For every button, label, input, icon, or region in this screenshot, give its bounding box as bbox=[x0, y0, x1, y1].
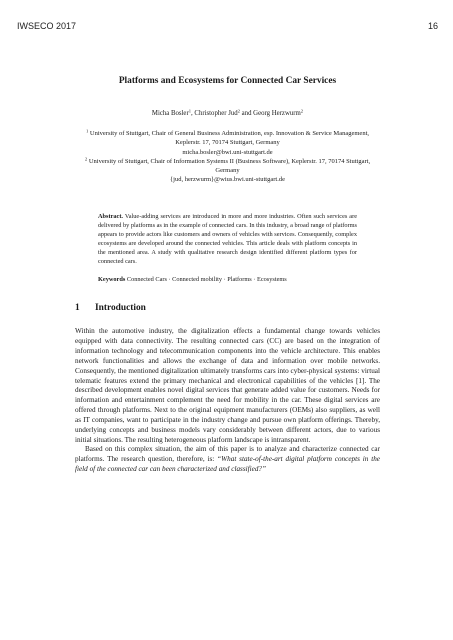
section-title-text: Introduction bbox=[95, 303, 146, 314]
page-number: 16 bbox=[427, 21, 438, 31]
affiliation-text: University of Stuttgart, Chair of General Business Administration, esp. Innovation & Service Management, Keplerstr. 17, 70174 Stuttgart, Germany bbox=[89, 130, 369, 147]
body-text bbox=[75, 327, 380, 475]
keywords-label: Keywords bbox=[98, 276, 126, 284]
affiliations bbox=[75, 129, 380, 185]
author-separator: and bbox=[239, 110, 254, 117]
abstract-text: Value-adding services are introduced in more and more industries. Often such services are delivered by platforms as in the example of connected cars. In this industry, a broad range of platforms appears to provide actors like customers and owners of vehicles with services. Consequently, complex ecosystems are developed around the connected vehicles. This article deals with platform concepts in the mentioned area. A study with qualitative research design identified different platform types for connected cars. bbox=[98, 212, 357, 266]
email-text: micha.bosler@bwi.uni-stuttgart.de bbox=[182, 148, 273, 156]
paper-page bbox=[75, 76, 380, 475]
author-name: Georg Herzwurm bbox=[253, 110, 301, 117]
affiliation-text: University of Stuttgart, Chair of Information Systems II (Business Software), Keplerstr. 17, 70174 Stuttgart, Germany bbox=[88, 157, 371, 175]
affiliation bbox=[75, 129, 380, 148]
paragraph-text: Based on this complex situation, the aim of this paper is to analyze and characterize connected car platforms. The research question, therefore, is: bbox=[75, 445, 380, 464]
keywords bbox=[98, 275, 357, 284]
affiliation-mark: 2 bbox=[84, 156, 88, 162]
paragraph: Within the automotive industry, the digitalization effects a fundamental change towards vehicles equipped with data connectivity. The resulting connected cars (CC) are based on the integration of information technology and telecommunication components into the vehicle architecture. This enables network functionalities and allows the exchange of data and information over mobile networks. Consequently, the mentioned digitalization ultimately transforms cars into cyber-physical systems: virtual telematic features extend the primary mechanical and electronical capabilities of the vehicles [1]. The described development enables novel digital services that generate added value for customers. Needs for information and entertainment complement the need for mobility in the car. These digital services are offered through platforms. Next to the original equipment manufacturers (OEMs) also suppliers, as well as IT companies, want to participate in the industry change and pursue own platform offerings. Thereby, underlying concepts and business models vary considerably between different actors, due to various initial situations. The resulting heterogeneous platform landscape is intransparent. bbox=[75, 327, 380, 444]
author-separator: , bbox=[191, 110, 195, 117]
paper-title: Platforms and Ecosystems for Connected Car Services bbox=[118, 76, 337, 86]
section-heading bbox=[75, 303, 380, 313]
author-affiliation-mark: 2 bbox=[300, 108, 304, 114]
affiliation-email bbox=[75, 175, 380, 184]
section-number: 1 bbox=[75, 303, 80, 314]
author-affiliation-mark: 2 bbox=[237, 108, 240, 114]
abstract-label: Abstract. bbox=[98, 212, 124, 220]
author-list bbox=[75, 110, 380, 117]
email-text: {jud, herzwurm}@wius.bwi.uni-stuttgart.de bbox=[170, 176, 285, 184]
affiliation-email bbox=[75, 148, 380, 157]
research-question: “What state-of-the-art digital platform concepts in the field of the connected car can been characterized and classified?” bbox=[75, 455, 380, 474]
affiliation bbox=[75, 157, 380, 176]
running-header bbox=[0, 0, 453, 64]
author-affiliation-mark: 1 bbox=[188, 108, 192, 114]
affiliation-mark: 1 bbox=[85, 128, 89, 134]
conference-name: IWSECO 2017 bbox=[17, 21, 77, 31]
abstract bbox=[98, 212, 357, 267]
paragraph bbox=[75, 445, 380, 475]
author-name: Micha Bosler bbox=[151, 110, 189, 117]
keywords-text: Connected Cars · Connected mobility · Platforms · Ecosystems bbox=[125, 276, 287, 284]
author-name: Christopher Jud bbox=[194, 110, 238, 117]
